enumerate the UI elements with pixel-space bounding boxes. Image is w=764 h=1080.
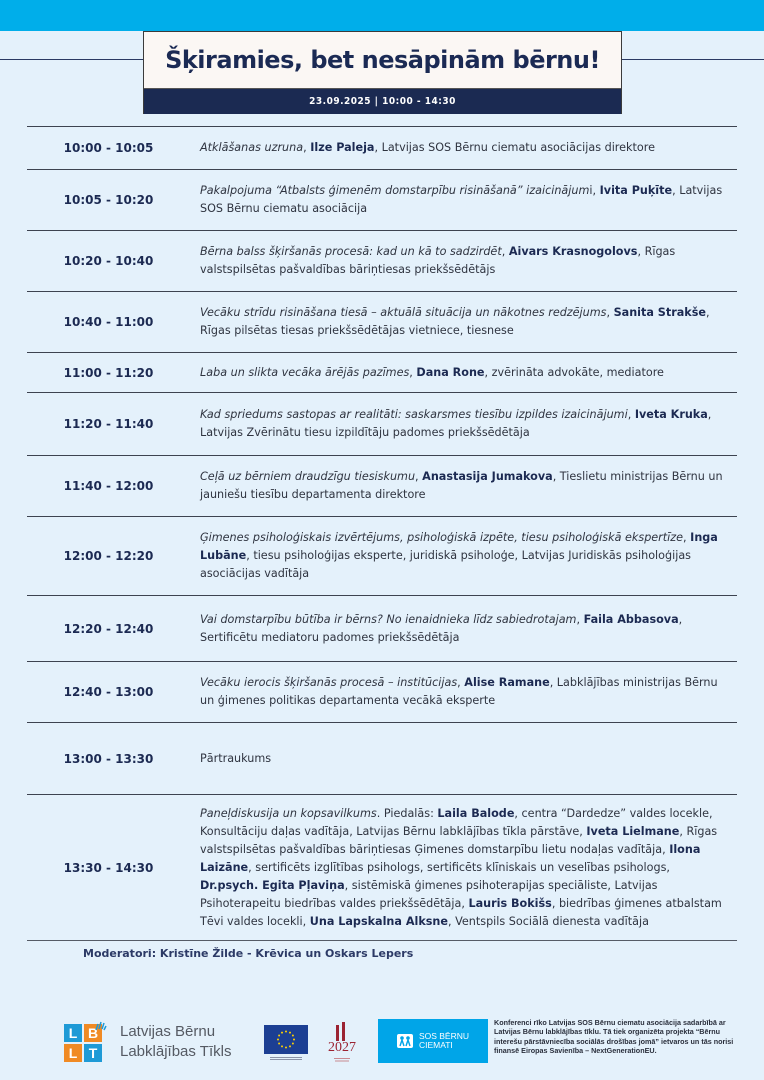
speaker-name: Laila Balode	[437, 806, 515, 820]
logo-2027-text: 2027	[328, 1040, 356, 1055]
logo-2027	[322, 1022, 362, 1064]
agenda-description	[190, 611, 737, 647]
agenda-description	[190, 304, 737, 340]
session-detail: , zvērināta advokāte, mediatore	[484, 365, 664, 379]
session-detail: , Sertificētu mediatoru padomes priekšsēdētāja	[200, 612, 683, 644]
session-topic: Atklāšanas uzruna	[200, 141, 304, 154]
session-detail: , sertificēts izglītības psihologs, sertificēts klīniskais un veselības psihologs,	[248, 860, 670, 874]
eu-flag-logo	[264, 1025, 308, 1054]
agenda-time: 13:30 - 14:30	[63, 860, 154, 875]
session-detail: , sistēmiskā ģimenes psihoterapijas speciāliste, Latvijas Psihoterapeitu biedrības valdes priekšsēdētāja,	[200, 878, 658, 910]
session-detail: ,	[303, 141, 311, 154]
lblt-logo-letter: B	[84, 1024, 102, 1042]
agenda-row	[27, 230, 737, 291]
children-icon	[397, 1034, 413, 1048]
sos-logo-text	[419, 1032, 469, 1050]
agenda-row	[27, 516, 737, 595]
session-detail: , Labklājības ministrijas Bērnu un ģimenes politikas departamenta vecākā eksperte	[200, 676, 718, 707]
speaker-name: Iveta Lielmane	[586, 824, 680, 838]
agenda-time: 11:00 - 11:20	[63, 365, 154, 380]
eu-stars-icon	[264, 1025, 308, 1054]
speaker-name: Lauris Bokišs	[468, 896, 552, 910]
agenda-description	[190, 674, 737, 710]
session-detail: , Ventspils Sociālā dienesta vadītāja	[447, 914, 649, 928]
session-detail: ,	[415, 470, 423, 483]
agenda-description	[190, 364, 737, 382]
session-topic: Pakalpojuma “Atbalsts ģimenēm domstarpību risināšanā” izaicinājum	[200, 184, 590, 197]
speaker-name: Ivita Puķīte	[599, 184, 673, 197]
agenda-time: 13:00 - 13:30	[63, 751, 154, 766]
speaker-name: Ilze Paleja	[310, 141, 375, 154]
agenda-time: 12:00 - 12:20	[63, 549, 154, 563]
agenda-time: 11:40 - 12:00	[63, 479, 154, 493]
sos-logo-line: SOS BĒRNU	[418, 1031, 470, 1041]
agenda-row	[27, 291, 737, 352]
session-detail: ,	[409, 365, 417, 379]
agenda-description	[190, 406, 737, 442]
sos-logo-line: CIEMATI	[418, 1040, 453, 1050]
session-detail: i,	[589, 184, 600, 197]
speaker-name: Dana Rone	[416, 365, 485, 379]
agenda-row	[27, 595, 737, 661]
agenda-row	[27, 722, 737, 794]
session-detail: ,	[606, 306, 614, 319]
sos-logo	[378, 1019, 488, 1063]
session-topic: Paneļdiskusija un kopsavilkums	[200, 806, 377, 820]
lblt-name	[120, 1022, 231, 1062]
session-topic: Laba un slikta vecāka ārējās pazīmes	[200, 365, 410, 379]
moderators: Moderatori: Kristīne Žilde - Krēvica un Oskars Lepers	[83, 947, 414, 960]
session-detail: . Piedalās:	[376, 806, 438, 820]
lblt-name-line: Latvijas Bērnu	[120, 1023, 216, 1040]
title-box	[143, 31, 622, 114]
hand-icon	[95, 1021, 107, 1031]
speaker-name: Ilona Laizāne	[200, 842, 701, 874]
speaker-name: Iveta Kruka	[634, 408, 708, 421]
session-detail: , Latvijas SOS Bērnu ciematu asociācijas direktore	[374, 141, 655, 154]
agenda-time: 12:20 - 12:40	[63, 621, 154, 636]
agenda-description	[190, 529, 737, 583]
session-detail: ,	[683, 531, 691, 544]
agenda-description	[190, 182, 737, 218]
agenda-row	[27, 169, 737, 230]
session-topic: Vecāku strīdu risināšana tiesā – aktuālā situācija un nākotnes redzējums	[200, 306, 607, 319]
agenda-time: 11:20 - 11:40	[63, 417, 154, 431]
lblt-logo	[64, 1021, 104, 1063]
eu-caption	[266, 1056, 306, 1062]
session-detail: , Latvijas Zvērinātu tiesu izpildītāju padomes priekšsēdētāja	[200, 408, 712, 439]
agenda-description	[190, 468, 737, 504]
footer-note: Konferenci rīko Latvijas SOS Bērnu ciematu asociācija sadarbībā ar Latvijas Bērnu labklājības tīklu. Tā tiek organizēta projekta “Bērnu interešu pārstāvniecība sociālās drošības jomā” ietvaros un tās norisi finansē Eiropas Savienība – NextGenerationEU.	[494, 1018, 734, 1056]
session-detail: , Rīgas valstspilsētas pašvaldības bāriņtiesas Ģimenes domstarpību lietu nodaļas vadītāja,	[200, 824, 718, 856]
session-detail: , Tieslietu ministrijas Bērnu un jauniešu tiesību departamenta direktore	[200, 470, 723, 501]
lblt-logo-letter: L	[64, 1024, 82, 1042]
agenda-row	[27, 392, 737, 455]
session-detail: , Rīgas pilsētas tiesas priekšsēdētājas vietniece, tiesnese	[200, 306, 710, 337]
agenda-description	[190, 243, 737, 279]
speaker-name: Anastasija Jumakova	[422, 470, 553, 483]
page-title: Šķiramies, bet nesāpinām bērnu!	[165, 46, 600, 74]
agenda-row	[27, 455, 737, 516]
session-detail: ,	[627, 408, 635, 421]
speaker-name: Inga Lubāne	[200, 531, 718, 562]
agenda-time: 10:40 - 11:00	[63, 315, 154, 329]
session-detail: ,	[457, 676, 465, 689]
session-topic: Ceļā uz bērniem draudzīgu tiesiskumu	[200, 470, 416, 483]
session-topic: Kad spriedums sastopas ar realitāti: saskarsmes tiesību izpildes izaicinājumi	[200, 408, 628, 421]
agenda-time: 10:20 - 10:40	[63, 254, 154, 268]
session-topic: Vecāku ierocis šķiršanās procesā – institūcijas	[200, 676, 458, 689]
session-detail: , tiesu psiholoģijas eksperte, juridiskā psiholoģe, Latvijas Juridiskās psiholoģijas asociācijas vadītāja	[200, 549, 692, 580]
agenda-row	[27, 661, 737, 722]
lblt-name-line: Labklājības Tīkls	[120, 1043, 232, 1060]
session-detail: , centra “Dardedze” valdes locekle, Konsultāciju daļas vadītāja, Latvijas Bērnu labklājības tīkla pārstāve,	[200, 806, 713, 838]
lblt-logo-letter: L	[64, 1044, 82, 1062]
speaker-name: Una Lapskalna Alksne	[309, 914, 448, 928]
session-detail: Pārtraukums	[200, 751, 272, 765]
speaker-name: Aivars Krasnogolovs	[508, 245, 638, 258]
agenda-row	[27, 126, 737, 169]
session-detail: ,	[576, 612, 584, 626]
agenda-time: 10:05 - 10:20	[63, 193, 154, 207]
speaker-name: Dr.psych. Egita Pļaviņa	[200, 878, 345, 892]
top-color-band	[0, 0, 764, 31]
speaker-name: Faila Abbasova	[583, 612, 679, 626]
agenda-row	[27, 794, 737, 941]
session-topic: Bērna balss šķiršanās procesā: kad un kā to sadzirdēt	[200, 245, 502, 258]
agenda-table	[27, 126, 737, 941]
session-detail: , Latvijas SOS Bērnu ciematu asociācija	[200, 184, 723, 215]
session-topic: Ģimenes psiholoģiskais izvērtējums, psiholoģiskā izpēte, tiesu psiholoģiskā ekspertīze	[200, 531, 684, 544]
agenda-time: 10:00 - 10:05	[63, 141, 154, 155]
agenda-description	[190, 750, 737, 768]
agenda-row	[27, 352, 737, 392]
event-date-time: 23.09.2025 | 10:00 - 14:30	[144, 88, 621, 114]
agenda-description	[190, 139, 737, 157]
session-detail: ,	[501, 245, 509, 258]
speaker-name: Alise Ramane	[464, 676, 550, 689]
lblt-logo-letter: T	[84, 1044, 102, 1062]
session-detail: , Rīgas valstspilsētas pašvaldības bāriņtiesas priekšsēdētājs	[200, 245, 676, 276]
speaker-name: Sanita Strakše	[613, 306, 706, 319]
agenda-description	[190, 805, 737, 931]
session-detail: , biedrības ģimenes atbalstam Tēvi valdes locekli,	[200, 896, 722, 928]
session-topic: Vai domstarpību būtība ir bērns? No ienaidnieka līdz sabiedrotajam	[200, 612, 577, 626]
agenda-time: 12:40 - 13:00	[63, 685, 154, 699]
